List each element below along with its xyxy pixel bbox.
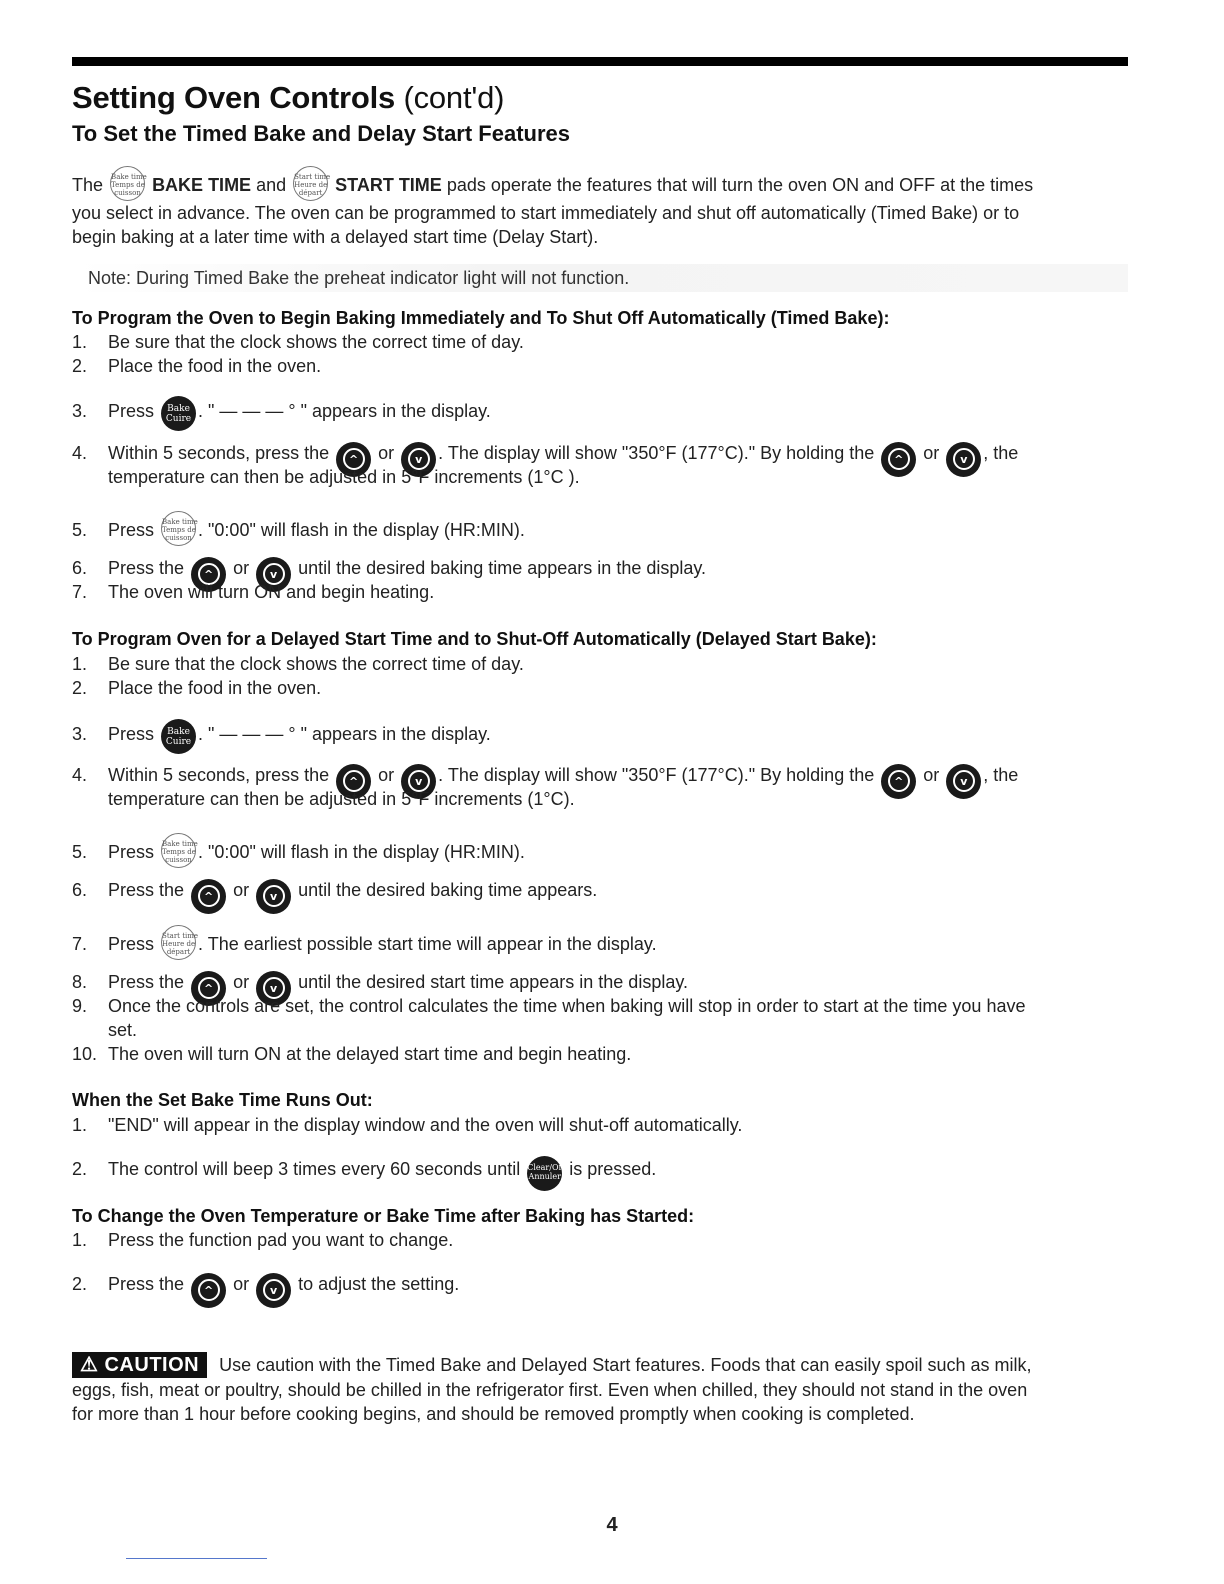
- list-item-continued: temperature can then be adjusted in 5°F increments (1°C ).: [108, 467, 580, 487]
- page-number: 4: [606, 1514, 618, 1536]
- down-arrow-icon: v: [256, 557, 291, 592]
- list-item: 10. The oven will turn ON at the delayed start time and begin heating.: [72, 1044, 632, 1064]
- bake-time-pad-icon: Bake time Temps de cuisson: [161, 511, 196, 546]
- list-item: 6. Press the ^ or v until the desired baking time appears.: [72, 878, 1128, 914]
- up-arrow-icon: ^: [881, 764, 916, 799]
- top-rule: [72, 57, 1128, 66]
- timed-bake-heading: To Program the Oven to Begin Baking Immediately and To Shut Off Automatically (Timed Bake):: [72, 308, 890, 328]
- list-item: 5. Press Bake time Temps de cuisson . "0:00" will flash in the display (HR:MIN).: [72, 511, 1128, 546]
- down-arrow-icon: v: [946, 764, 981, 799]
- section-subtitle: To Set the Timed Bake and Delay Start Features: [72, 121, 571, 146]
- clear-off-pad-icon: Clear/Off Annuler: [527, 1156, 562, 1191]
- list-item: 5. Press Bake time Temps de cuisson . "0:00" will flash in the display (HR:MIN).: [72, 833, 1128, 868]
- down-arrow-icon: v: [256, 879, 291, 914]
- down-arrow-icon: v: [401, 442, 436, 477]
- list-item: 3. Press Bake Cuire . " — — — ° " appears in the display.: [72, 719, 1128, 754]
- time-runs-out-heading: When the Set Bake Time Runs Out:: [72, 1090, 373, 1110]
- bake-pad-icon: Bake Cuire: [161, 719, 196, 754]
- note-box: Note: During Timed Bake the preheat indicator light will not function.: [76, 264, 1128, 292]
- list-item: 7. Press Start time Heure de départ . The earliest possible start time will appear in the display.: [72, 925, 1128, 960]
- bake-pad-icon: Bake Cuire: [161, 396, 196, 431]
- up-arrow-icon: ^: [881, 442, 916, 477]
- list-item: 6. Press the ^ or v until the desired baking time appears in the display.: [72, 556, 1128, 592]
- list-item: 2. The control will beep 3 times every 60 seconds until Clear/Off Annuler is pressed.: [72, 1156, 1128, 1191]
- list-item: 2. Place the food in the oven.: [72, 678, 322, 698]
- up-arrow-icon: ^: [191, 557, 226, 592]
- list-item: 4. Within 5 seconds, press the ^ or v . The display will show "350°F (177°C)." By holding the ^ or v , the: [72, 441, 1128, 477]
- down-arrow-icon: v: [946, 442, 981, 477]
- list-item: 1. "END" will appear in the display window and the oven will shut-off automatically.: [72, 1115, 743, 1135]
- intro-paragraph: The Bake time Temps de cuisson BAKE TIME and Start time Heure de départ START TIME pads operate the features that will turn the oven ON and OFF at the times you select in advance. The oven can be programmed to start immediately and shut off automatically (Timed Bake) or to begin baking at a later time with a delayed start time (Delay Start).: [72, 166, 1128, 249]
- caution-paragraph: ⚠ CAUTION Use caution with the Timed Bake and Delayed Start features. Foods that can easily spoil such as milk, eggs, fish, meat or poultry, should be chilled in the refrigerator first. Even when chilled, they should not stand in the oven for more than 1 hour before cooking begins, and should be removed promptly when cooking is completed.: [72, 1354, 1032, 1424]
- bake-time-pad-icon: Bake time Temps de cuisson: [161, 833, 196, 868]
- down-arrow-icon: v: [256, 1273, 291, 1308]
- list-item-continued: set.: [108, 1020, 138, 1040]
- page-title: Setting Oven Controls (cont'd): [72, 80, 505, 115]
- start-time-pad-icon: Start time Heure de départ: [161, 925, 196, 960]
- delayed-start-heading: To Program Oven for a Delayed Start Time and to Shut-Off Automatically (Delayed Start Bake):: [72, 629, 877, 649]
- change-temp-heading: To Change the Oven Temperature or Bake Time after Baking has Started:: [72, 1206, 695, 1226]
- down-arrow-icon: v: [401, 764, 436, 799]
- down-arrow-icon: v: [256, 971, 291, 1006]
- list-item: 7. The oven will turn ON and begin heating.: [72, 582, 435, 602]
- up-arrow-icon: ^: [191, 879, 226, 914]
- list-item: 4. Within 5 seconds, press the ^ or v . The display will show "350°F (177°C)." By holding the ^ or v , the: [72, 763, 1128, 799]
- up-arrow-icon: ^: [191, 1273, 226, 1308]
- start-time-pad-icon: Start time Heure de départ: [293, 166, 328, 201]
- footer-rule: [126, 1558, 267, 1559]
- list-item: 8. Press the ^ or v until the desired start time appears in the display.: [72, 970, 1128, 1006]
- up-arrow-icon: ^: [336, 442, 371, 477]
- bake-time-pad-icon: Bake time Temps de cuisson: [110, 166, 145, 201]
- list-item: 9. Once the controls are set, the control calculates the time when baking will stop in order to start at the time you have: [72, 996, 1026, 1016]
- list-item-continued: temperature can then be adjusted in 5°F increments (1°C).: [108, 789, 575, 809]
- list-item: 1. Press the function pad you want to change.: [72, 1230, 454, 1250]
- up-arrow-icon: ^: [336, 764, 371, 799]
- list-item: 2. Press the ^ or v to adjust the setting.: [72, 1272, 1128, 1308]
- up-arrow-icon: ^: [191, 971, 226, 1006]
- list-item: 1. Be sure that the clock shows the correct time of day.: [72, 332, 524, 352]
- list-item: 3. Press Bake Cuire . " — — — ° " appears in the display.: [72, 396, 1128, 431]
- caution-badge: ⚠ CAUTION: [72, 1352, 207, 1378]
- list-item: 2. Place the food in the oven.: [72, 356, 322, 376]
- list-item: 1. Be sure that the clock shows the correct time of day.: [72, 654, 524, 674]
